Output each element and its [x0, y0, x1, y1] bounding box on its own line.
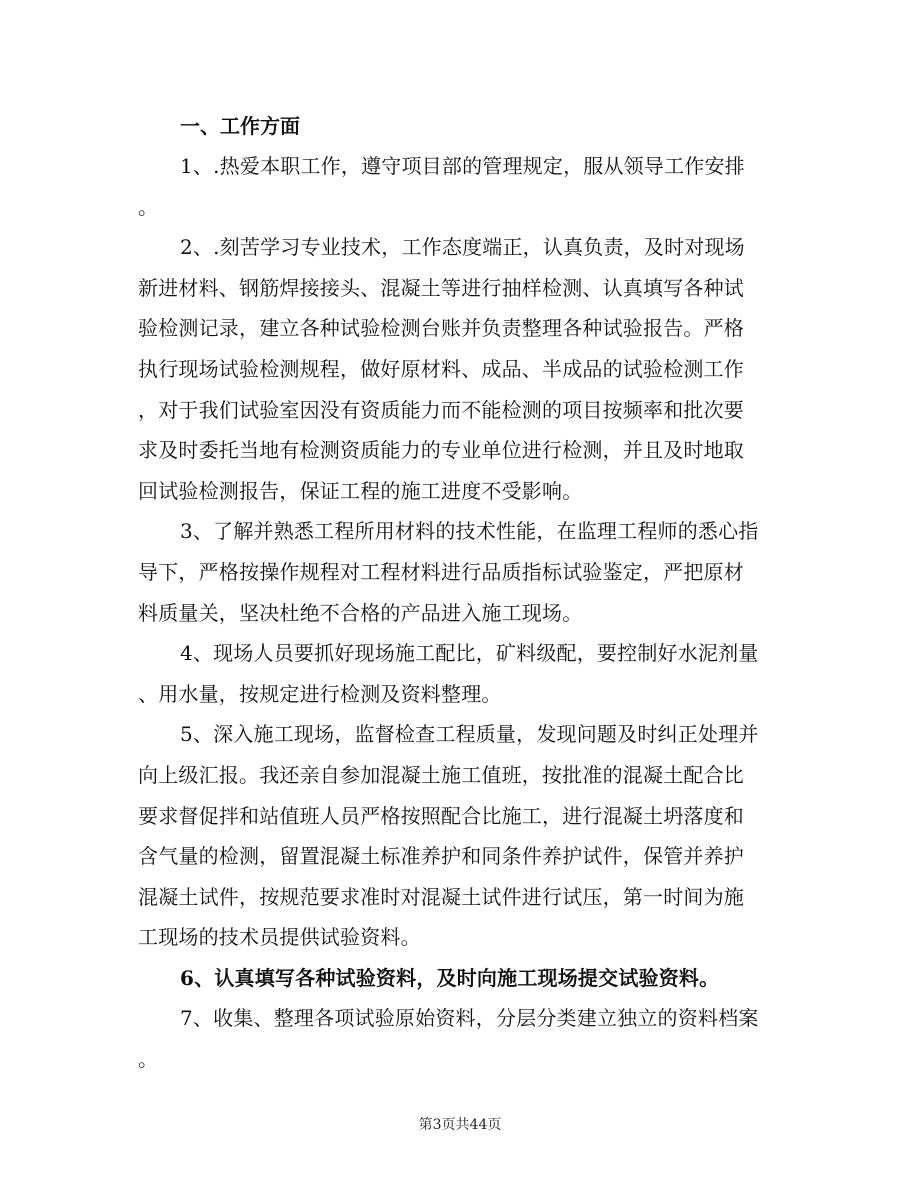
- paragraph-line: 导下，严格按操作规程对工程材料进行品质指标试验鉴定，严把原材: [138, 559, 744, 584]
- paragraph-line: 执行现场试验检测规程，做好原材料、成品、半成品的试验检测工作: [138, 356, 744, 381]
- paragraph-line: 1、.热爱本职工作，遵守项目部的管理规定，服从领导工作安排: [180, 154, 745, 178]
- paragraph-item-7: [138, 998, 778, 1079]
- paragraph-line: 。: [138, 194, 159, 219]
- paragraph-line: 向上级汇报。我还亲自参加混凝土施工值班，按批准的混凝土配合比: [138, 762, 744, 787]
- paragraph-line: 7、收集、整理各项试验原始资料，分层分类建立独立的资料档案: [180, 1006, 759, 1031]
- document-body: [138, 106, 778, 1080]
- paragraph-item-6: [138, 958, 778, 999]
- paragraph-line: 、用水量，按规定进行检测及资料整理。: [138, 681, 502, 706]
- paragraph-line: 新进材料、钢筋焊接接头、混凝土等进行抽样检测、认真填写各种试: [138, 275, 744, 300]
- paragraph-line: 。: [138, 1047, 159, 1072]
- section-heading: 一、工作方面: [180, 114, 300, 138]
- page-number-footer: 第3页共44页: [418, 1117, 502, 1133]
- paragraph-line: 2、.刻苦学习专业技术，工作态度端正，认真负责，及时对现场: [180, 235, 745, 260]
- paragraph-item-5: [138, 714, 778, 958]
- paragraph-line: 要求督促拌和站值班人员严格按照配合比施工，进行混凝土坍落度和: [138, 803, 744, 828]
- paragraph-line: 6、认真填写各种试验资料，及时向施工现场提交试验资料。: [180, 965, 720, 990]
- paragraph-line: 含气量的检测，留置混凝土标准养护和同条件养护试件，保管并养护: [138, 844, 744, 869]
- paragraph-line: ，对于我们试验室因没有资质能力而不能检测的项目按频率和批次要: [138, 397, 744, 422]
- paragraph-item-2: [138, 227, 778, 511]
- paragraph-item-3: [138, 511, 778, 633]
- paragraph-line: 料质量关，坚决杜绝不合格的产品进入施工现场。: [138, 600, 583, 625]
- paragraph-line: 回试验检测报告，保证工程的施工进度不受影响。: [138, 478, 583, 503]
- paragraph-item-1: [138, 146, 778, 227]
- paragraph-line: 验检测记录，建立各种试验检测台账并负责整理各种试验报告。严格: [138, 316, 744, 341]
- paragraph-item-4: [138, 633, 778, 714]
- paragraph-line: 混凝土试件，按规范要求准时对混凝土试件进行试压，第一时间为施: [138, 884, 744, 909]
- paragraph-line: 5、深入施工现场，监督检查工程质量，发现问题及时纠正处理并: [180, 722, 759, 747]
- paragraph-line: 3、了解并熟悉工程所用材料的技术性能，在监理工程师的悉心指: [180, 519, 759, 544]
- paragraph-line: 工现场的技术员提供试验资料。: [138, 925, 421, 950]
- paragraph-line: 4、现场人员要抓好现场施工配比，矿料级配，要控制好水泥剂量: [180, 641, 759, 666]
- paragraph-line: 求及时委托当地有检测资质能力的专业单位进行检测，并且及时地取: [138, 438, 744, 463]
